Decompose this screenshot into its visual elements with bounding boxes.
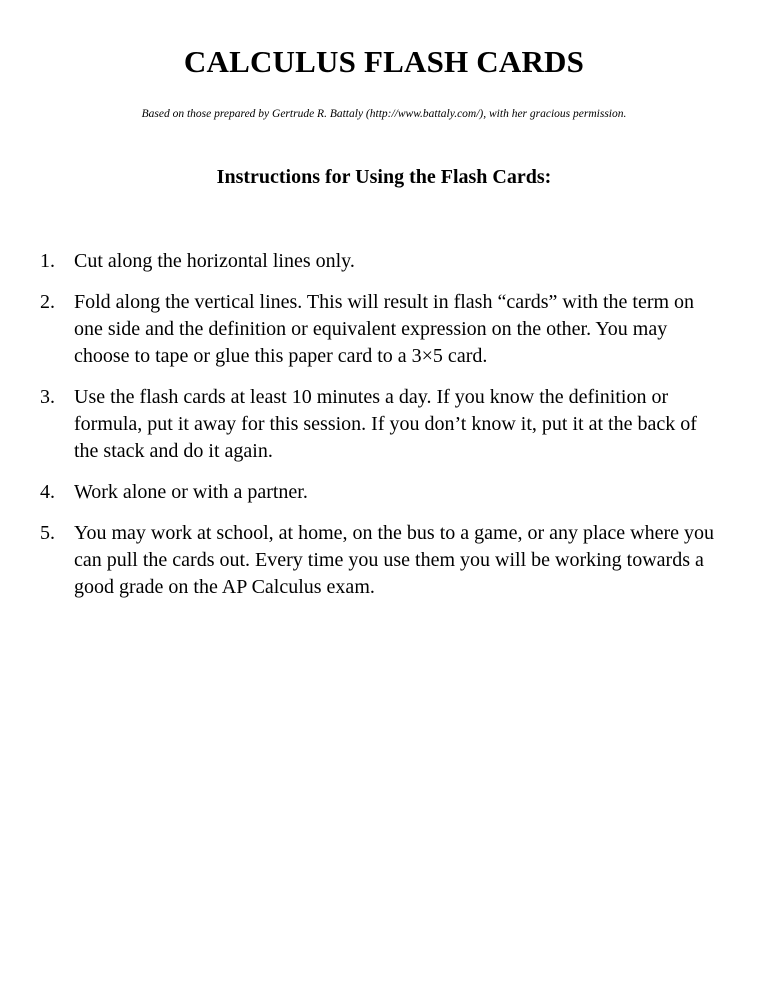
- instruction-number: 1.: [40, 250, 55, 272]
- instruction-text: You may work at school, at home, on the bus to a game, or any place where you can pull the cards out. Every time you use them you will be working towards a good grade on the AP Calculus exam.: [74, 522, 715, 598]
- credit-note: Based on those prepared by Gertrude R. Battaly (http://www.battaly.com/), with her gracious permission.: [141, 108, 627, 120]
- instruction-text: Cut along the horizontal lines only.: [74, 250, 355, 272]
- instruction-text: Fold along the vertical lines. This will result in flash “cards” with the term on one side and the definition or equivalent expression on the other. You may choose to tape or glue this paper card to a 3×5 card.: [74, 291, 695, 367]
- instruction-number: 5.: [40, 522, 55, 544]
- instruction-item: [40, 479, 720, 506]
- instruction-item: [40, 289, 720, 370]
- page-title: CALCULUS FLASH CARDS: [183, 44, 585, 79]
- instruction-number: 4.: [40, 481, 55, 503]
- instruction-item: [40, 520, 720, 601]
- instructions-heading: Instructions for Using the Flash Cards:: [216, 166, 552, 188]
- instruction-item: [40, 384, 720, 465]
- instruction-item: [40, 248, 720, 275]
- instruction-number: 2.: [40, 291, 55, 313]
- instruction-text: Work alone or with a partner.: [74, 481, 308, 503]
- instruction-text: Use the flash cards at least 10 minutes a day. If you know the definition or formula, put it away for this session. If you don’t know it, put it at the back of the stack and do it again.: [74, 386, 697, 462]
- instructions-list: [40, 248, 720, 615]
- instruction-number: 3.: [40, 386, 55, 408]
